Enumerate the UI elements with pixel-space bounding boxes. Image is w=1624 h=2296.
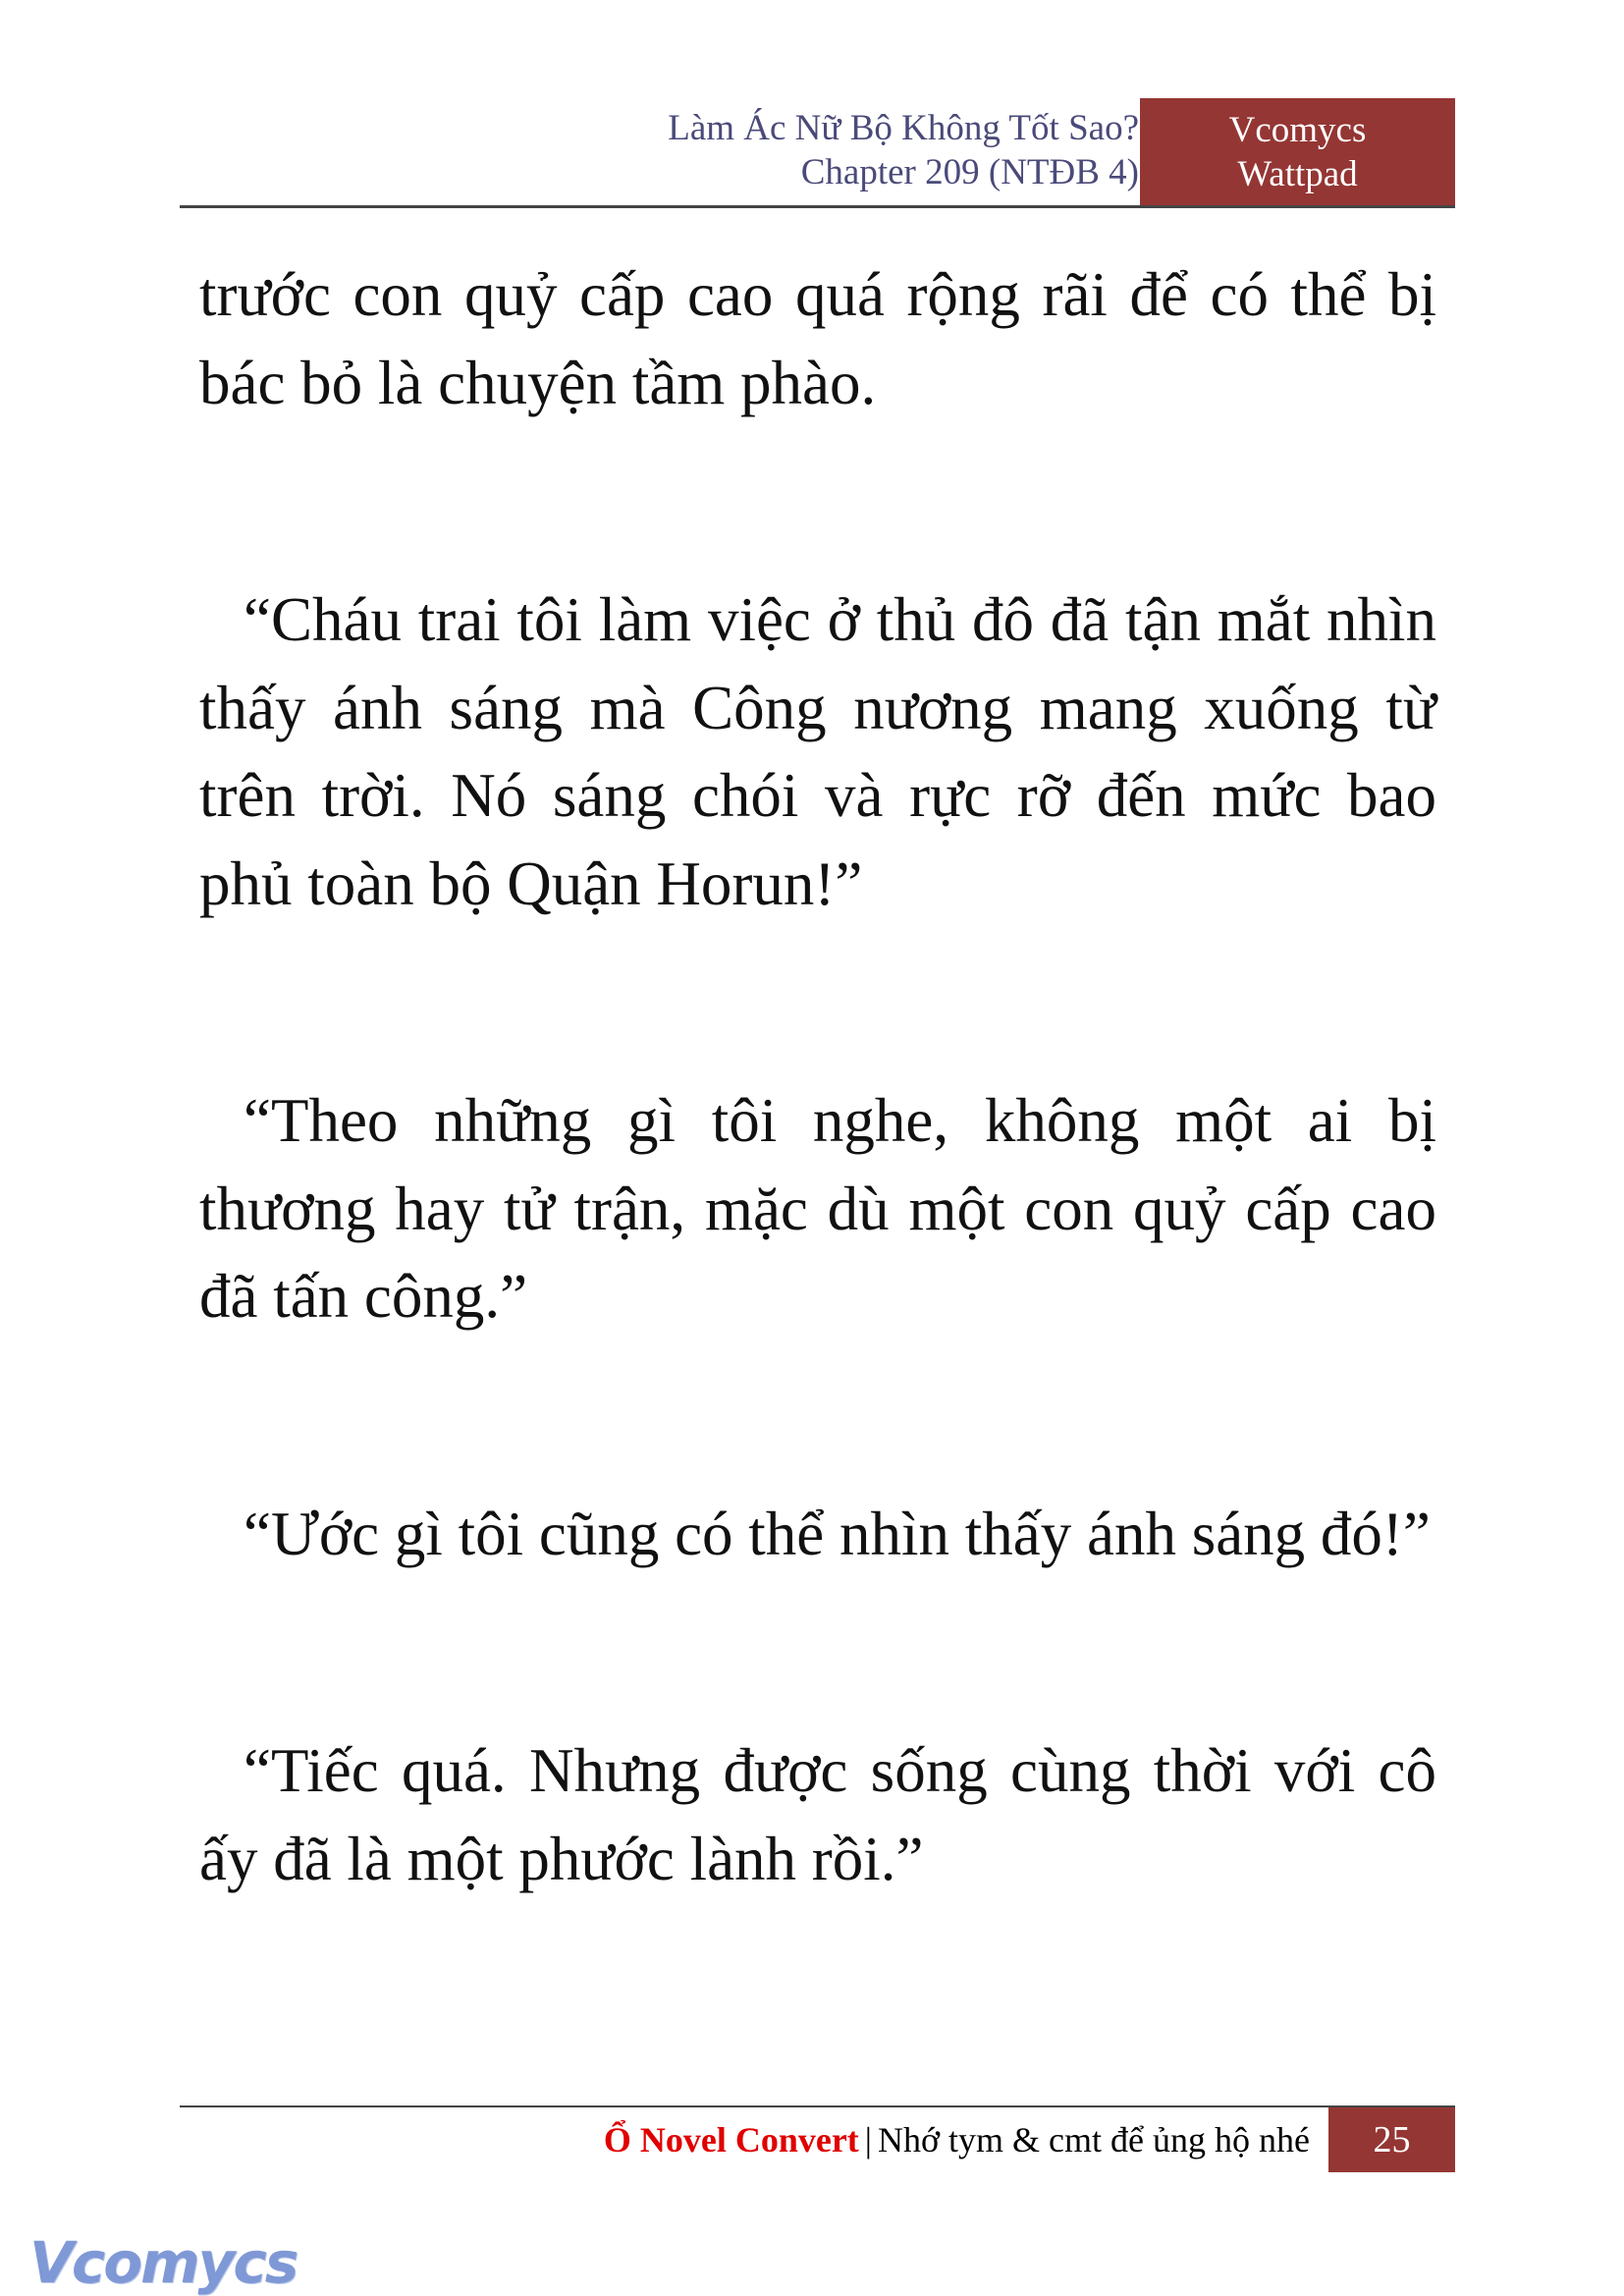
paragraph: “Theo những gì tôi nghe, không một ai bị thương hay tử trận, mặc dù một con quỷ cấp cao đã tấn công.”	[199, 1086, 1436, 1331]
paragraph: trước con quỷ cấp cao quá rộng rãi để có thể bị bác bỏ là chuyện tầm phào.	[199, 260, 1436, 417]
vcomycs-logo: Vcomycs	[29, 2229, 298, 2296]
running-header-title	[668, 106, 1139, 194]
paragraph: “Cháu trai tôi làm việc ở thủ đô đã tận mắt nhìn thấy ánh sáng mà Công nương mang xuống từ trên trời. Nó sáng chói và rực rỡ đến mức bao phủ toàn bộ Quận Horun!”	[199, 585, 1436, 918]
publisher-line-1: Vcomycs	[1228, 110, 1367, 150]
publisher-line-2: Wattpad	[1237, 154, 1358, 194]
footer-divider	[180, 2105, 1455, 2107]
chapter-title: Chapter 209 (NTĐB 4)	[800, 152, 1139, 192]
publisher-badge	[1140, 98, 1455, 207]
page-number: 25	[1328, 2107, 1455, 2172]
footer-brand: Ổ Novel Convert	[603, 2120, 859, 2159]
footer-separator: |	[864, 2120, 873, 2159]
footer-message: Nhớ tym & cmt để ủng hộ nhé	[878, 2120, 1310, 2159]
paragraph: “Tiếc quá. Nhưng được sống cùng thời với cô ấy đã là một phước lành rồi.”	[199, 1736, 1436, 1893]
header-divider	[180, 205, 1455, 208]
book-title: Làm Ác Nữ Bộ Không Tốt Sao?	[668, 108, 1139, 148]
paragraph: “Ước gì tôi cũng có thể nhìn thấy ánh sáng đó!”	[244, 1499, 1431, 1568]
footer-text	[604, 2117, 1310, 2162]
page-body	[199, 251, 1436, 2052]
